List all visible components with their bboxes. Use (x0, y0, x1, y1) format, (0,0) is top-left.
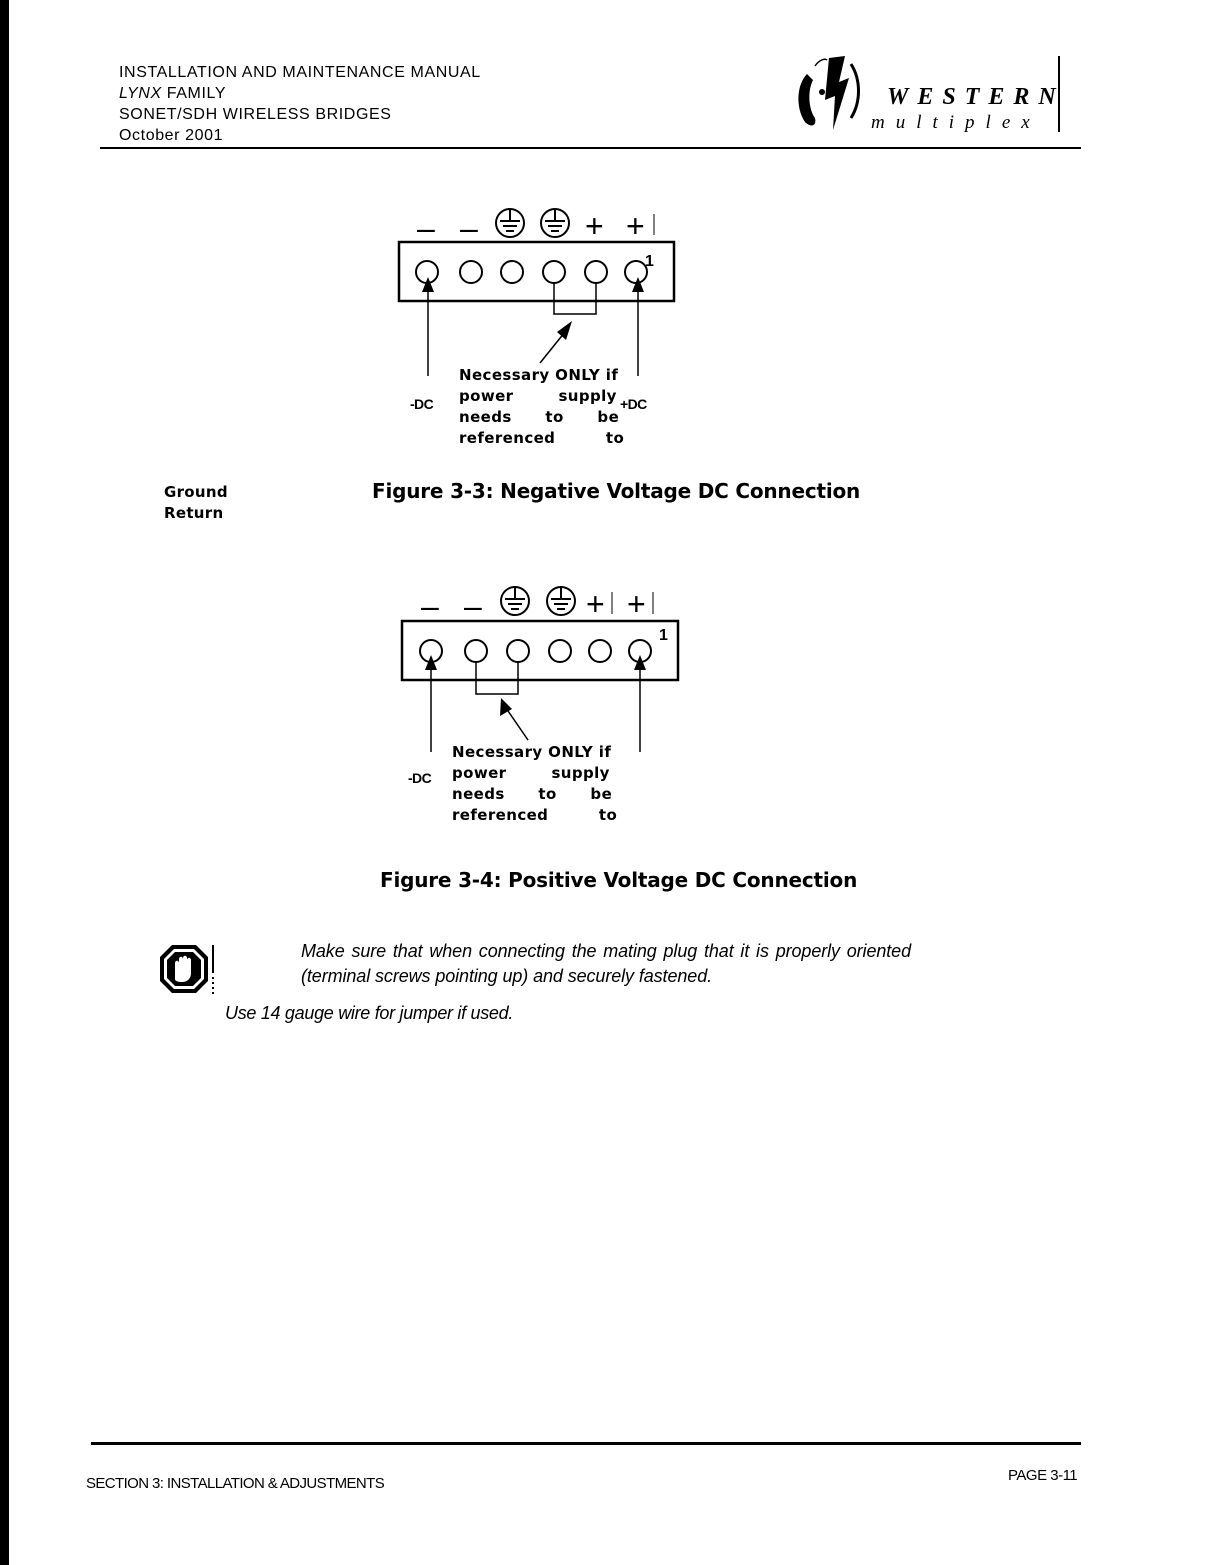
caution-text: Make sure that when connecting the mating plug that it is properly oriented (terminal screws pointing up) and securely fastened. (301, 941, 911, 986)
jumper-arrow (506, 708, 528, 740)
minus-symbol-1: – (417, 210, 435, 246)
figure-3-4-caption: Figure 3-4: Positive Voltage DC Connection (380, 868, 858, 892)
note-line-1: Necessary ONLY if (459, 366, 619, 384)
figure-3-3-caption: Figure 3-3: Negative Voltage DC Connection (372, 479, 861, 503)
plus-symbol-2: + (627, 586, 646, 622)
note-line-1: Necessary ONLY if (452, 743, 612, 761)
logo-tagline: multiplex (871, 112, 1041, 133)
jumper-bracket (476, 662, 518, 694)
note-line-4: referenced to (459, 429, 625, 447)
note-line-2: power supply (452, 764, 610, 782)
minus-symbol-2: – (464, 588, 482, 624)
ground-symbol-2 (547, 587, 575, 615)
plus-symbol-2: + (626, 208, 645, 244)
side-note-line-1: Ground (164, 483, 228, 501)
note-line-3: needs to be (459, 408, 620, 426)
neg-dc-label: -DC (408, 770, 432, 786)
pos-dc-arrowhead (634, 655, 646, 670)
footer-rule (91, 1442, 1081, 1445)
note-line-4: referenced to (452, 806, 618, 824)
product-name: LYNX (119, 85, 162, 102)
plus-symbol-1: + (586, 586, 605, 622)
jumper-note (452, 743, 617, 824)
document-date: October 2001 (119, 127, 224, 144)
minus-symbol-2: – (460, 210, 478, 246)
neg-dc-label: -DC (410, 396, 434, 412)
side-note-line-2: Return (164, 504, 224, 522)
terminal-block (402, 621, 678, 680)
terminal-pins (420, 640, 651, 662)
stop-hand-icon (160, 943, 218, 998)
manual-title: INSTALLATION AND MAINTENANCE MANUAL (119, 64, 481, 81)
pin-number: 1 (659, 627, 668, 644)
plus-symbol-1: + (585, 208, 604, 244)
terminal-symbols (421, 586, 653, 624)
pin-number: 1 (645, 253, 654, 270)
product-family-suffix: FAMILY (161, 85, 227, 102)
jumper-wire-note: Use 14 gauge wire for jumper if used. (225, 1003, 514, 1023)
pos-dc-label: +DC (620, 396, 647, 412)
neg-dc-arrowhead (425, 655, 437, 670)
note-line-3: needs to be (452, 785, 613, 803)
footer-page-number: PAGE 3-11 (1008, 1467, 1078, 1484)
minus-symbol-1: – (421, 588, 439, 624)
product-subtitle: SONET/SDH WIRELESS BRIDGES (119, 106, 392, 123)
note-line-2: power supply (459, 387, 617, 405)
logo-wordmark: WESTERN (887, 84, 1065, 110)
footer-section: SECTION 3: INSTALLATION & ADJUSTMENTS (86, 1475, 385, 1492)
ground-symbol-1 (501, 587, 529, 615)
